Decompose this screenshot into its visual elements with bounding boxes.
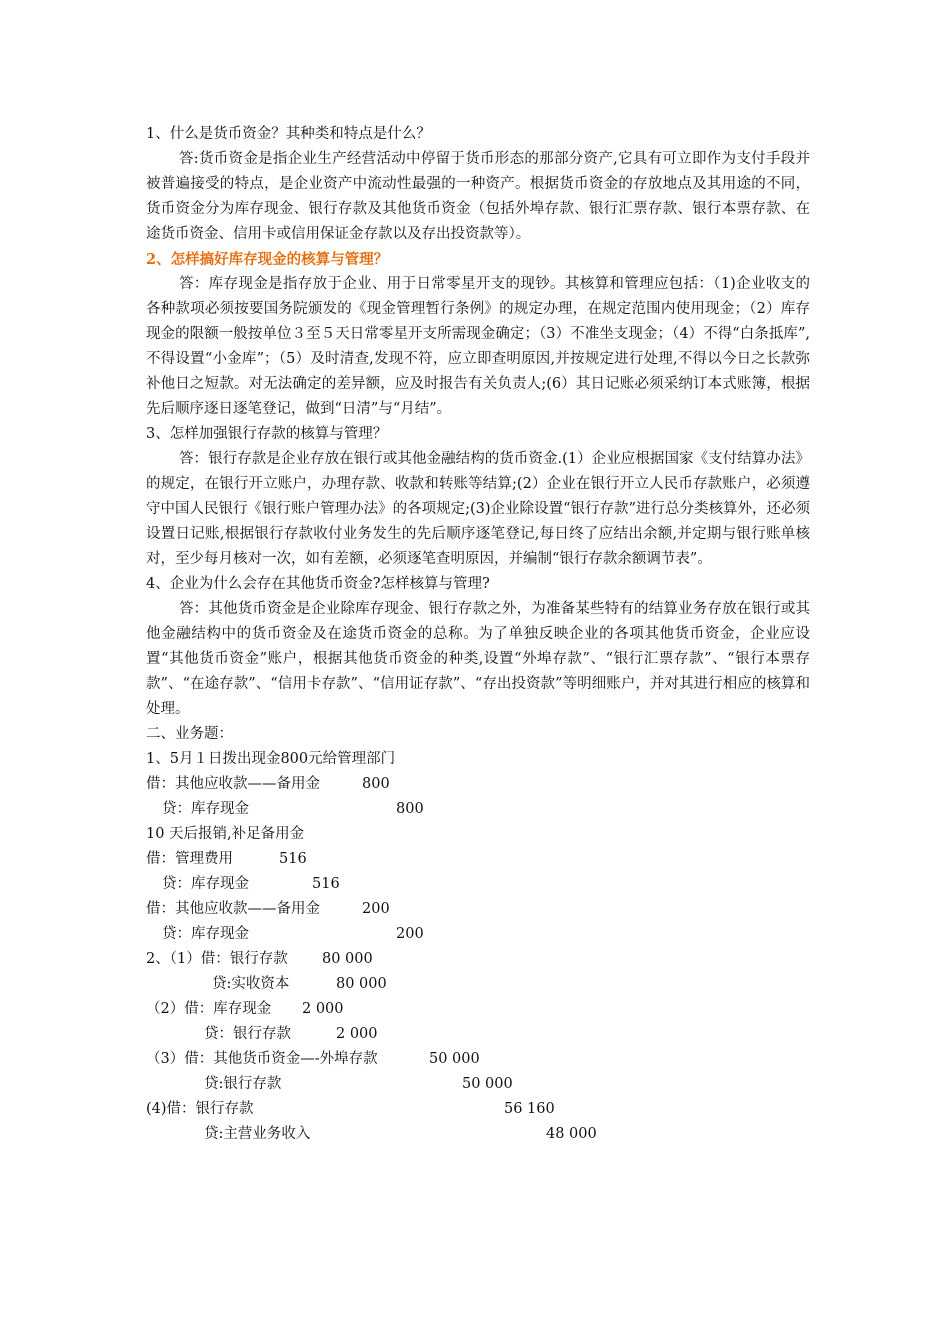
entry-1-title: 1、5月１日拨出现金800元给管理部门 (146, 751, 396, 767)
debit-amount: 516 (279, 851, 307, 867)
journal-line (146, 1047, 810, 1072)
journal-line (146, 1072, 810, 1097)
question-1: 1、什么是货币资金？其种类和特点是什么？ (146, 126, 431, 142)
document-body (146, 122, 810, 1147)
credit-amount: 200 (396, 926, 424, 942)
debit-amount: 56 160 (504, 1101, 555, 1117)
credit-account: 贷：库存现金 (162, 801, 249, 817)
journal-line (146, 847, 810, 872)
journal-line (146, 772, 810, 797)
journal-line (146, 797, 810, 822)
debit-account: 2、（1）借：银行存款 (146, 951, 288, 967)
journal-line (146, 947, 810, 972)
debit-account: 借：管理费用 (146, 851, 233, 867)
credit-amount: 800 (396, 801, 424, 817)
journal-line (146, 997, 810, 1022)
debit-account: （3）借：其他货币资金—-外埠存款 (146, 1051, 378, 1067)
credit-amount: 80 000 (336, 976, 387, 992)
credit-account: 贷：库存现金 (162, 926, 249, 942)
credit-account: 贷：银行存款 (204, 1026, 291, 1042)
debit-account: 借：其他应收款——备用金 (146, 901, 320, 917)
credit-account: 贷:银行存款 (204, 1076, 282, 1092)
answer-1: 答:货币资金是指企业生产经营活动中停留于货币形态的那部分资产,它具有可立即作为支付手段并被普遍接受的特点，是企业资产中流动性最强的一种资产。根据货币资金的存放地点及其用途的不同，货币资金分为库存现金、银行存款及其他货币资金（包括外埠存款、银行汇票存款、银行本票存款、在途货币资金、信用卡或信用保证金存款以及存出投资款等）。 (146, 151, 810, 242)
answer-4: 答：其他货币资金是企业除库存现金、银行存款之外，为准备某些特有的结算业务存放在银行或其他金融结构中的货币资金及在途货币资金的总称。为了单独反映企业的各项其他货币资金，企业应设置“其他货币资金”账户，根据其他货币资金的种类,设置“外埠存款”、“银行汇票存款”、“银行本票存款”、“在途存款”、“信用卡存款”、“信用证存款”、“存出投资款”等明细账户，并对其进行相应的核算和处理。 (146, 601, 810, 717)
answer-3: 答：银行存款是企业存放在银行或其他金融结构的货币资金.(1）企业应根据国家《支付结算办法》的规定，在银行开立账户，办理存款、收款和转账等结算;(2）企业在银行开立人民币存款账户，必须遵守中国人民银行《银行账户管理办法》的各项规定;(3)企业除设置“银行存款”进行总分类核算外，还必须设置日记账,根据银行存款收付业务发生的先后顺序逐笔登记,每日终了应结出余额,并定期与银行账单核对，至少每月核对一次，如有差额，必须逐笔查明原因，并编制“银行存款余额调节表”。 (146, 451, 810, 567)
credit-account: 贷:实收资本 (212, 976, 290, 992)
debit-amount: 50 000 (429, 1051, 480, 1067)
credit-account: 贷：库存现金 (162, 876, 249, 892)
section-heading: 二、业务题： (146, 726, 233, 742)
credit-amount: 48 000 (546, 1126, 597, 1142)
question-3: 3、怎样加强银行存款的核算与管理？ (146, 426, 388, 442)
credit-amount: 516 (312, 876, 340, 892)
journal-line (146, 1122, 810, 1147)
credit-account: 贷:主营业务收入 (204, 1126, 311, 1142)
journal-line (146, 897, 810, 922)
journal-line (146, 972, 810, 997)
journal-line (146, 922, 810, 947)
debit-account: (4)借：银行存款 (146, 1101, 254, 1117)
entry-1-note: 10 天后报销,补足备用金 (146, 826, 305, 842)
debit-amount: 80 000 (322, 951, 373, 967)
journal-line (146, 872, 810, 897)
debit-account: （2）借：库存现金 (146, 1001, 272, 1017)
credit-amount: 2 000 (336, 1026, 378, 1042)
answer-2: 答：库存现金是指存放于企业、用于日常零星开支的现钞。其核算和管理应包括：（1)企业收支的各种款项必须按要国务院颁发的《现金管理暂行条例》的规定办理，在规定范围内使用现金；（2）库存现金的限额一般按单位３至５天日常零星开支所需现金确定；（3）不准坐支现金；（4）不得“白条抵库”,不得设置“小金库”；（5）及时清查,发现不符，应立即查明原因,并按规定进行处理,不得以今日之长款弥补他日之短款。对无法确定的差异额，应及时报告有关负责人;(6）其日记账必须采纳订本式账簿，根据先后顺序逐日逐笔登记，做到“日清”与“月结”。 (146, 276, 810, 417)
debit-amount: 2 000 (302, 1001, 344, 1017)
debit-amount: 200 (362, 901, 390, 917)
question-2: 2、怎样搞好库存现金的核算与管理？ (146, 251, 389, 268)
debit-amount: 800 (362, 776, 390, 792)
journal-line (146, 1097, 810, 1122)
debit-account: 借：其他应收款——备用金 (146, 776, 320, 792)
credit-amount: 50 000 (462, 1076, 513, 1092)
question-4: 4、企业为什么会存在其他货币资金?怎样核算与管理? (146, 576, 490, 592)
journal-line (146, 1022, 810, 1047)
